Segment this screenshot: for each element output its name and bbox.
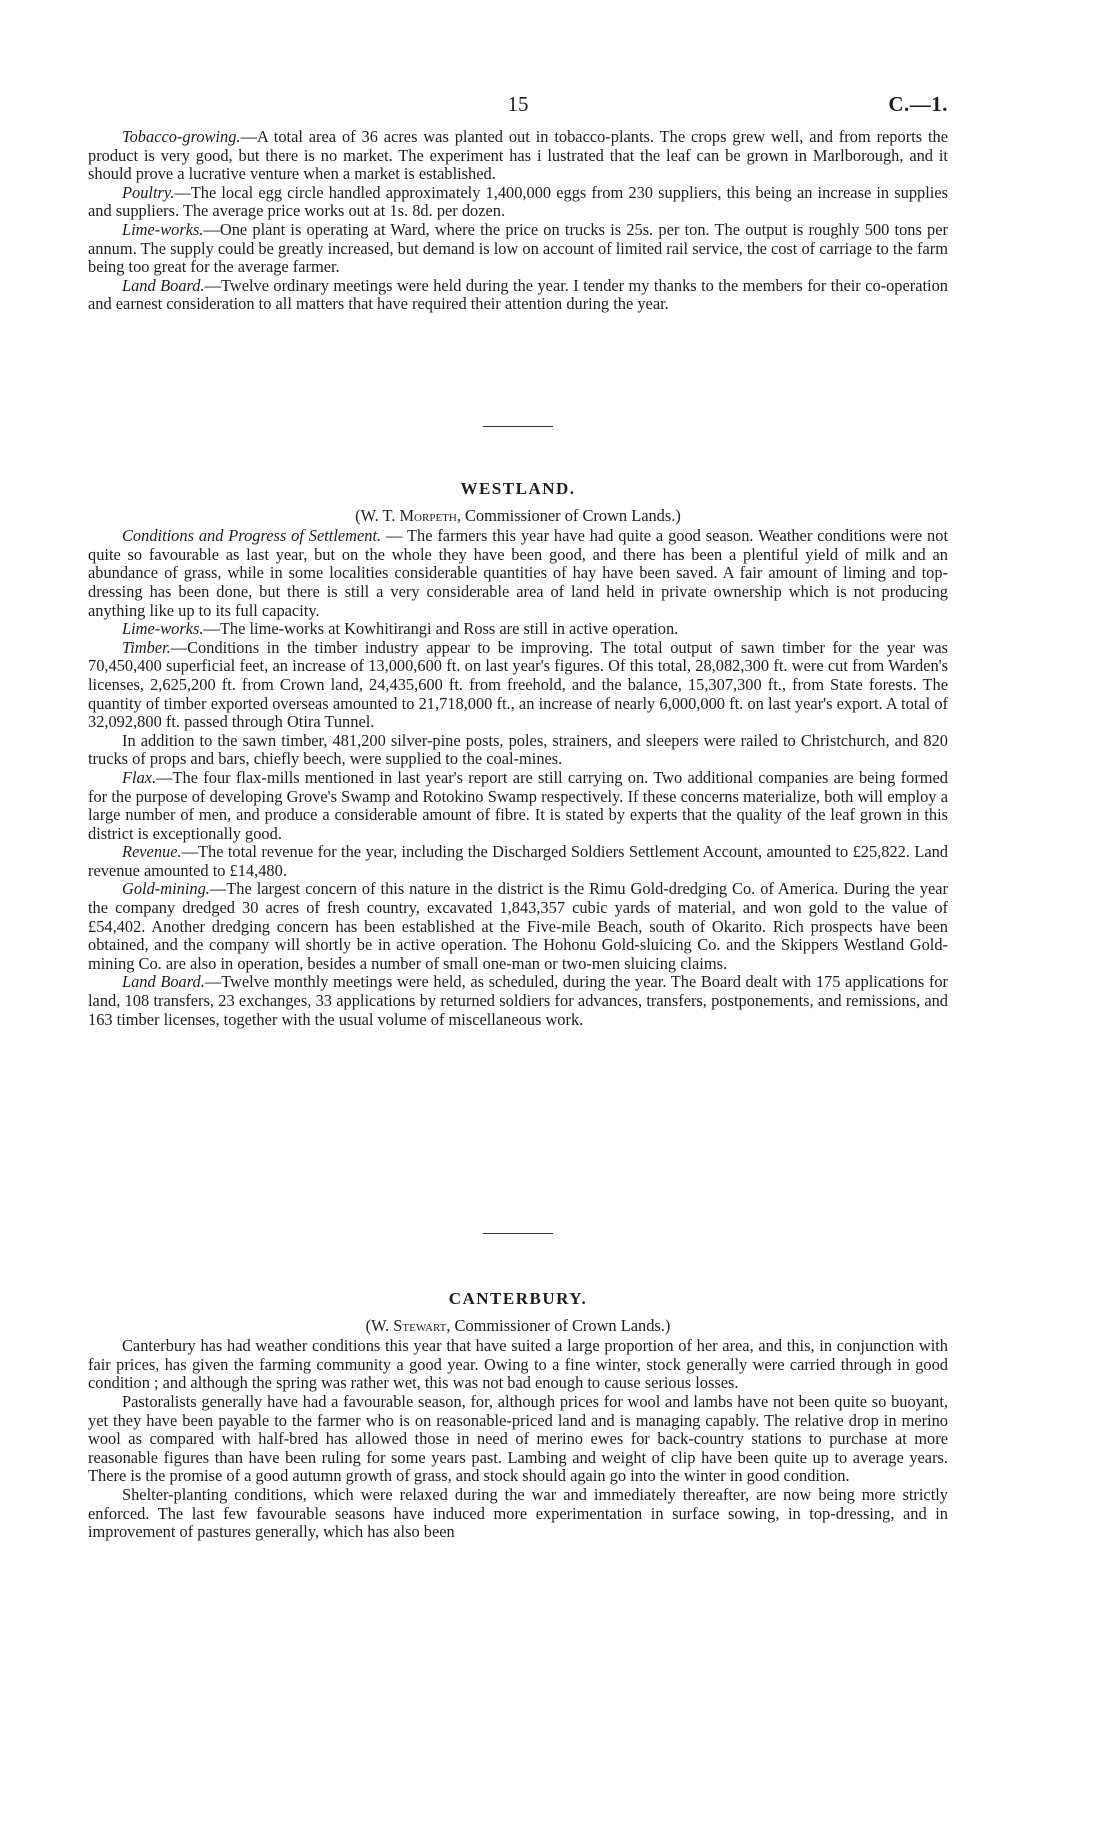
paragraph-lime-works: Lime-works.—The lime-works at Kowhitirangi and Ross are still in active operation. (122, 619, 679, 639)
paragraph-lime-works: Lime-works.—One plant is operating at Ward, where the price on trucks is 25s. per ton. The output is roughly 500 tons per annum. The supply could be greatly increased, but demand is low on account of limited rail service, the cost of carriage to the farm being too great for the average farmer. (88, 219, 948, 277)
paragraph-poultry: Poultry.—The local egg circle handled approximately 1,400,000 eggs from 230 suppliers, this being an increase in supplies and suppliers. The average price works out at 1s. 8d. per dozen. (88, 182, 948, 221)
paragraph-gold-mining: Gold-mining.—The largest concern of this nature in the district is the Rimu Gold-dredging Co. of America. During the year the company dredged 30 acres of fresh country, excavated 1,843,357 cubic yards of material, and won gold to the value of £54,402. Another dredging concern has been established at the Five-mile Beach, south of Okarito. Rich prospects have been obtained, and the company will shortly be in active operation. The Hohonu Gold-sluicing Co. and the Skippers Westland Gold-mining Co. are also in operation, besides a number of small one-man or two-men sluicing claims. (88, 879, 948, 973)
paragraph-weather: Canterbury has had weather conditions this year that have suited a large proportion of her area, and this, in conjunction with fair prices, has given the farming community a good year. Owing to a fine winter, stock generally were carried through in good condition ; and although the spring was rather wet, this was not bad enough to cause serious losses. (88, 1336, 948, 1393)
page-number: 15 (507, 92, 529, 116)
paragraph-revenue: Revenue.—The total revenue for the year, including the Discharged Soldiers Settlement Account, amounted to £25,822. Land revenue amounted to £14,480. (88, 842, 948, 880)
divider-rule (483, 426, 553, 427)
section-subtitle: (W. T. Morpeth, Commissioner of Crown Lands.) (355, 505, 681, 525)
westland-section (88, 480, 948, 1029)
page-header (88, 92, 948, 122)
section-title: WESTLAND. (460, 479, 576, 498)
canterbury-section (88, 1290, 948, 1542)
paragraph-pastoralists: Pastoralists generally have had a favourable season, for, although prices for wool and lambs have not been quite so buoyant, yet they have been payable to the farmer who is on reasonable-priced land and is managing capably. The relative drop in merino wool as compared with half-bred has allowed those in need of merino ewes for back-country stations to purchase at more reasonable figures than have been ruling for some years past. Lambing and weight of clip have been quite up to average years. There is the promise of a good autumn growth of grass, and stock should again go into the winter in good condition. (88, 1391, 948, 1486)
section-subtitle: (W. Stewart, Commissioner of Crown Lands.) (365, 1315, 671, 1335)
series-code: C.—1. (888, 92, 948, 116)
section-divider (88, 426, 948, 427)
intro-section (88, 128, 948, 314)
paragraph-land-board: Land Board.—Twelve monthly meetings were held, as scheduled, during the year. The Board dealt with 175 applications for land, 108 transfers, 23 exchanges, 33 applications by returned soldiers for advances, transfers, postponements, and remissions, and 163 timber licenses, together with the usual volume of miscellaneous work. (88, 972, 948, 1029)
paragraph-land-board: Land Board.—Twelve ordinary meetings were held during the year. I tender my thanks to the members for their co-operation and earnest consideration to all matters that have required their attention during the year. (88, 275, 949, 314)
paragraph-timber-addition: In addition to the sawn timber, 481,200 silver-pine posts, poles, strainers, and sleepers were railed to Christchurch, and 820 trucks of props and bars, chiefly beech, were supplied to the coal-mines. (88, 730, 948, 769)
paragraph-tobacco: Tobacco-growing.—A total area of 36 acres was planted out in tobacco-plants. The crops grew well, and from reports the product is very good, but there is no market. The experiment has i lustrated that the leaf can be grown in Marlborough, and it should prove a lucrative venture when a market is established. (88, 127, 948, 184)
section-divider (88, 1233, 948, 1234)
paragraph-flax: Flax.—The four flax-mills mentioned in last year's report are still carrying on. Two additional companies are being formed for the purpose of developing Grove's Swamp and Rotokino Swamp respectively. If these concerns materialize, both will employ a large number of men, and produce a considerable amount of fibre. It is stated by experts that the quality of the leaf grown in this district is exceptionally good. (88, 767, 948, 843)
paragraph-shelter-planting: Shelter-planting conditions, which were relaxed during the war and immediately thereafter, are now being more strictly enforced. The last few favourable seasons have induced more experimentation in surface sowing, in top-dressing, and in improvement of pastures generally, which has also been (88, 1484, 948, 1542)
divider-rule (483, 1233, 553, 1234)
paragraph-settlement: Conditions and Progress of Settlement. — The farmers this year have had quite a good season. Weather conditions were not quite so favourable as last year, but on the whole they have been good, and there has been a plentiful yield of milk and an abundance of grass, while in some localities considerable quantities of hay have been saved. A fair amount of liming and top-dressing has been done, but there is still a very considerable area of land held in private ownership which is not producing anything like up to its full capacity. (88, 526, 949, 620)
paragraph-timber: Timber.—Conditions in the timber industry appear to be improving. The total output of sawn timber for the year was 70,450,400 superficial feet, an increase of 13,000,600 ft. on last year's figures. Of this total, 28,082,300 ft. were cut from Warden's licenses, 2,625,200 ft. from Crown land, 24,435,600 ft. from freehold, and the balance, 15,307,300 ft., from State forests. The quantity of timber exported overseas amounted to 21,718,000 ft., an increase of nearly 6,000,000 ft. on last year's export. A total of 32,092,800 ft. passed through Otira Tunnel. (88, 637, 948, 732)
section-title: CANTERBURY. (448, 1289, 588, 1308)
